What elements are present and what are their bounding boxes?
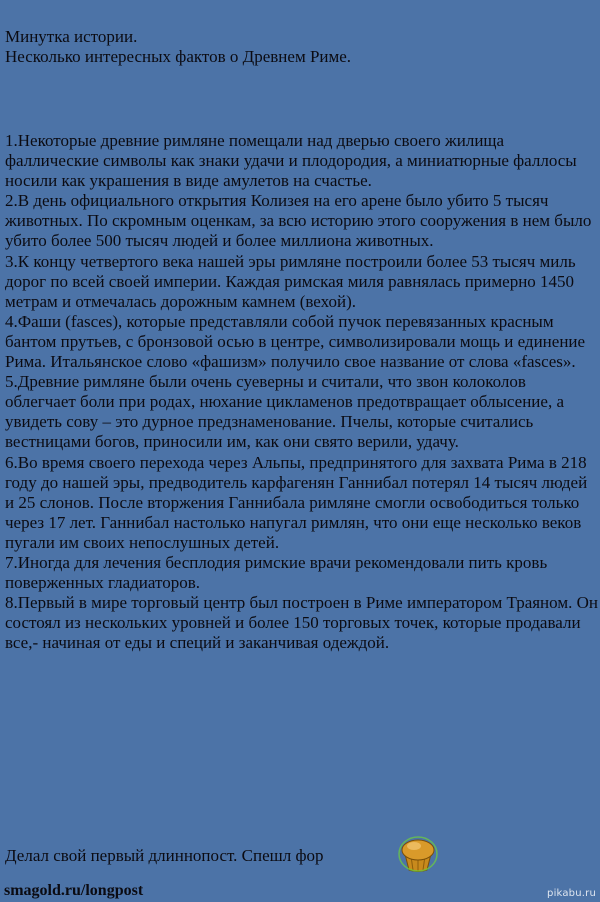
fact-item: 4.Фаши (fasces), которые представляли собой пучок перевязанных красным бантом прутьев, с бронзовой осью в центре, символизировали мощь и единение Рима. Итальянское слово «фашизм» получило свое название от слова «fasces». (5, 311, 586, 372)
watermark: pikabu.ru (547, 888, 596, 899)
source-link[interactable]: smagold.ru/longpost (4, 882, 144, 899)
fact-item: 2.В день официального открытия Колизея на его арене было убито 5 тысяч животных. По скромным оценкам, за всю историю этого сооружения в нем было убито более 500 тысяч людей и более миллиона животных. (5, 191, 592, 251)
facts-list (5, 131, 599, 653)
heading (5, 27, 597, 67)
fact-item: 6.Во время своего перехода через Альпы, предпринятого для захвата Рима в 218 году до нашей эры, предводитель карфагенян Ганнибал потерял 14 тысяч людей и 25 слонов. После вторжения Ганнибала римляне смогли освободиться только через 17 лет. Ганнибал настолько напугал римлян, что они еще несколько веков пугали им своих непослушных детей. (5, 452, 588, 552)
fact-item: 8.Первый в мире торговый центр был построен в Риме императором Траяном. Он состоял из нескольких уровней и более 150 торговых точек, которые продавали все,- начиная от еды и специй и заканчивая одеждой. (5, 593, 598, 653)
fact-item: 1.Некоторые древние римляне помещали над дверью своего жилища фаллические символы как знаки удачи и плодородия, а миниатюрные фаллосы носили как украшения в виде амулетов на счастье. (5, 131, 577, 191)
muffin-icon (397, 834, 439, 874)
fact-item: 3.К концу четвертого века нашей эры римляне построили более 53 тысяч миль дорог по всей своей империи. Каждая римская миля равнялась примерно 1450 метрам и отмечалась дорожным камнем (вехой). (5, 251, 576, 311)
outro-text: Делал свой первый длиннопост. Спешл фор (5, 846, 324, 865)
heading-line-2: Несколько интересных фактов о Древнем Риме. (5, 47, 352, 66)
fact-item: 7.Иногда для лечения бесплодия римские врачи рекомендовали пить кровь поверженных гладиаторов. (5, 552, 548, 593)
fact-item: 5.Древние римляне были очень суеверны и считали, что звон колоколов облегчает боли при родах, нюхание цикламенов предотвращает облысение, а увидеть сову – это дурное предзнаменование. Пчелы, которые считались вестницами богов, приносили им, как они свято верили, удачу. (5, 372, 564, 452)
heading-line-1: Минутка истории. (5, 27, 138, 46)
